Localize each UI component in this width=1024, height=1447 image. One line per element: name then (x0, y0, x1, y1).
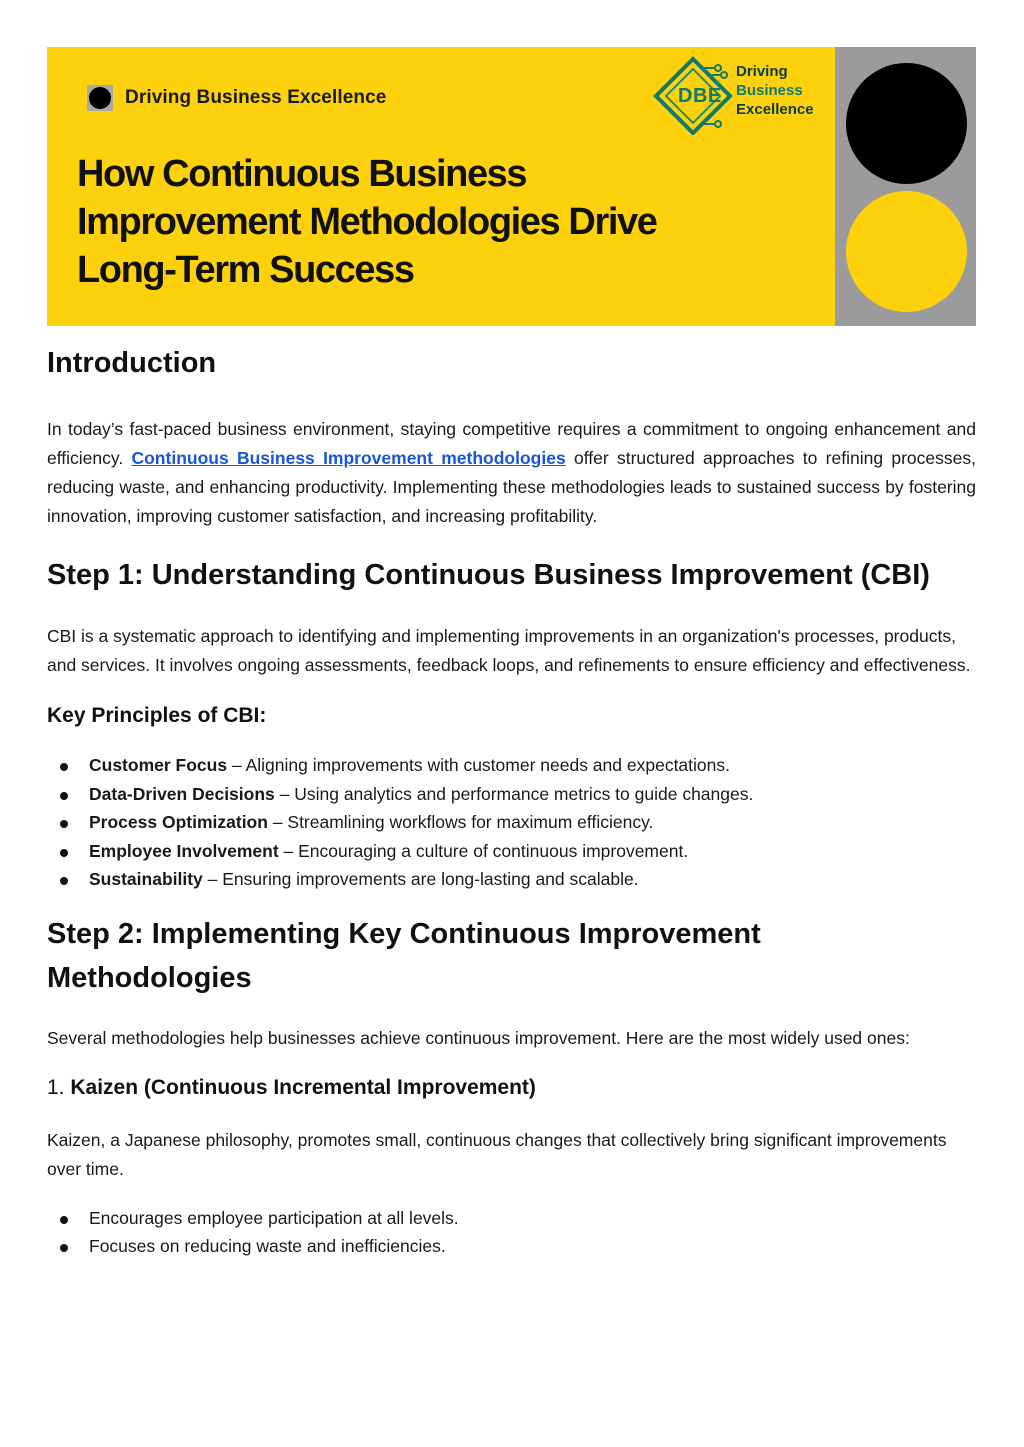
kaizen-title: Kaizen (Continuous Incremental Improvement) (70, 1075, 536, 1099)
title-line-3: Long-Term Success (77, 249, 414, 291)
page-title (77, 150, 777, 294)
logo-word-3: Excellence (736, 101, 814, 118)
principle-desc: – Using analytics and performance metrics to guide changes. (274, 783, 754, 804)
kaizen-number: 1. (47, 1075, 71, 1099)
banner-side-panel (835, 47, 976, 326)
kaizen-paragraph: Kaizen, a Japanese philosophy, promotes small, continuous changes that collectively bring significant improvements over time. (47, 1129, 947, 1179)
principle-term: Process Optimization (89, 812, 268, 832)
step2-heading: Step 2: Implementing Key Continuous Improvement Methodologies (47, 917, 761, 994)
principle-term: Sustainability (89, 869, 203, 889)
principle-term: Data-Driven Decisions (89, 783, 275, 804)
article-body (47, 340, 976, 1261)
principle-term: Employee Involvement (89, 840, 279, 861)
principle-term: Customer Focus (89, 755, 228, 775)
intro-heading: Introduction (47, 347, 217, 379)
intro-text-before: In today’s fast-paced business environment, staying competitive requires a commitment to ongoing enhancement and efficiency. (47, 419, 976, 468)
intro-paragraph (47, 415, 976, 531)
principle-desc: – Encouraging a culture of continuous improvement. (278, 840, 689, 861)
list-item (47, 837, 976, 866)
cbi-methodologies-link[interactable]: Continuous Business Improvement methodologies (131, 448, 566, 468)
title-line-1: How Continuous Business (77, 153, 527, 195)
kaizen-heading (47, 1073, 976, 1103)
list-item (47, 751, 976, 780)
brand-name: Driving Business Excellence (125, 87, 387, 108)
header-banner (47, 47, 835, 326)
list-item (47, 808, 976, 837)
list-item (47, 780, 976, 809)
step1-heading: Step 1: Understanding Continuous Business Improvement (CBI) (47, 559, 930, 591)
dbe-logo (650, 55, 835, 135)
logo-abbreviation: DBE (678, 85, 722, 107)
principle-desc: – Aligning improvements with customer needs and expectations. (227, 755, 730, 775)
title-line-2: Improvement Methodologies Drive (77, 201, 657, 243)
principle-desc: – Streamlining workflows for maximum efficiency. (267, 812, 654, 832)
logo-wordmark (736, 62, 814, 119)
kaizen-list (47, 1204, 976, 1261)
brand-row (87, 85, 386, 111)
list-item: Encourages employee participation at all levels. (47, 1204, 976, 1233)
brand-dot-icon (87, 85, 113, 111)
yellow-circle-decoration (846, 191, 967, 312)
logo-word-2: Business (736, 82, 803, 99)
principles-list (47, 751, 976, 894)
step2-paragraph: Several methodologies help businesses achieve continuous improvement. Here are the most widely used ones: (47, 1027, 910, 1048)
principles-heading: Key Principles of CBI: (47, 704, 267, 727)
black-circle-decoration (846, 63, 967, 184)
list-item (47, 865, 976, 894)
principle-desc: – Ensuring improvements are long-lasting and scalable. (202, 869, 639, 889)
step1-paragraph: CBI is a systematic approach to identifying and implementing improvements in an organization's processes, products, and services. It involves ongoing assessments, feedback loops, and refinements to ensure efficiency and effectiveness. (47, 626, 971, 675)
logo-word-1: Driving (736, 63, 788, 80)
list-item: Focuses on reducing waste and inefficiencies. (47, 1232, 976, 1261)
intro-text-after: offer structured approaches to refining processes, reducing waste, and enhancing productivity. Implementing these methodologies leads to sustained success by fostering innovation, improving customer satisfaction, and increasing profitability. (47, 448, 976, 526)
